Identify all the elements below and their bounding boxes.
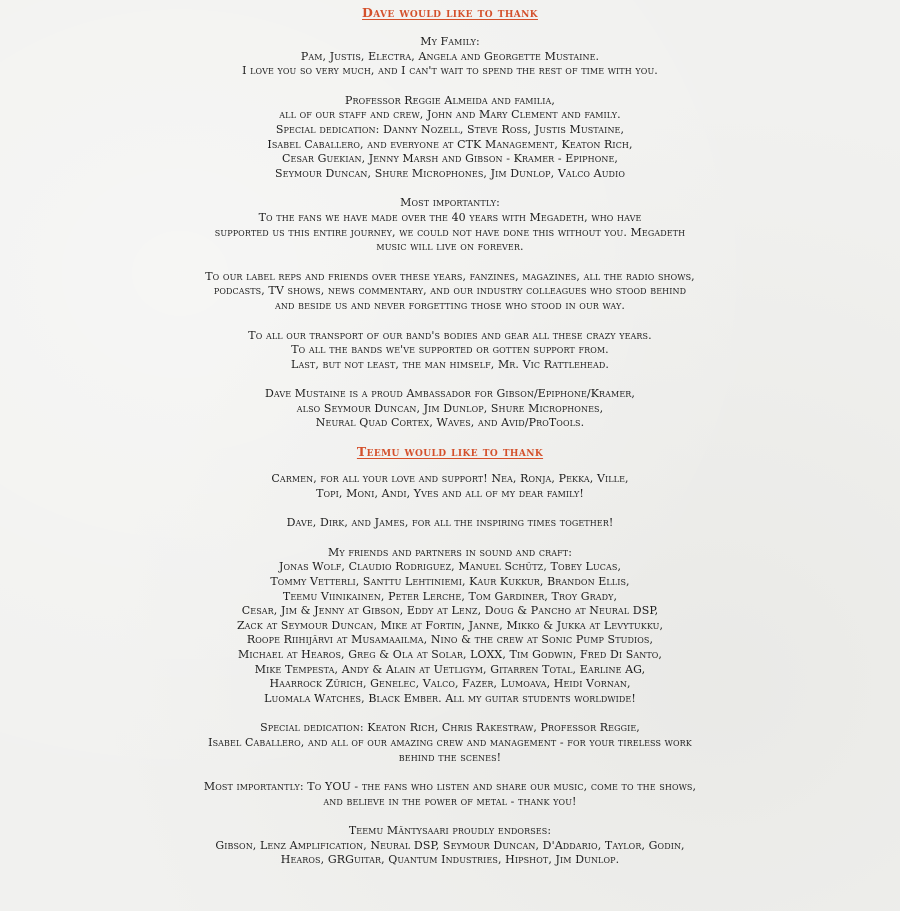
thanks-line: Teemu Viinikainen, Peter Lerche, Tom Gardiner, Troy Grady, [282,589,618,603]
thanks-line: Hearos, GRGuitar, Quantum Industries, Hipshot, Jim Dunlop. [280,853,620,867]
thanks-line: Cesar, Jim & Jenny at Gibson, Eddy at Lenz, Doug & Pancho at Neural DSP, [241,604,659,618]
thanks-paragraph [0,387,900,431]
thanks-paragraph [0,780,900,809]
thanks-line: Cesar Guekian, Jenny Marsh and Gibson - Kramer - Epiphone, [281,152,619,166]
thanks-line: supported us this entire journey, we could not have done this without you. Megadeth [214,225,686,239]
thanks-line: Seymour Duncan, Shure Microphones, Jim Dunlop, Valco Audio [275,166,625,180]
thanks-line: all of our staff and crew, John and Mary Clement and family. [279,108,621,122]
thanks-paragraph [0,824,900,868]
teemu-thanks-body [0,472,900,868]
dave-thanks-section [0,5,900,431]
thanks-line: Most importantly: [400,196,500,210]
thanks-line: Tommy Vetterli, Santtu Lehtiniemi, Kaur Kukkur, Brandon Ellis, [270,574,630,588]
thanks-line: To our label reps and friends over these years, fanzines, magazines, all the radio shows, [205,269,695,283]
thanks-paragraph [0,196,900,254]
teemu-thanks-section [0,444,900,868]
thanks-line: Last, but not least, the man himself, Mr. Vic Rattlehead. [291,357,609,371]
thanks-line: To the fans we have made over the 40 years with Megadeth, who have [258,210,642,224]
thanks-line: To all our transport of our band's bodies and gear all these crazy years. [248,328,652,342]
thanks-line: Carmen, for all your love and support! Nea, Ronja, Pekka, Ville, [271,472,629,485]
thanks-line: Gibson, Lenz Amplification, Neural DSP, Seymour Duncan, D'Addario, Taylor, Godin, [215,838,685,852]
thanks-line: Isabel Caballero, and all of our amazing crew and management - for your tireless work [208,735,692,749]
thanks-line: Dave Mustaine is a proud Ambassador for Gibson/Epiphone/Kramer, [265,387,635,401]
thanks-line: Mike Tempesta, Andy & Alain at Uetligym, Gitarren Total, Earline AG, [254,662,646,676]
thanks-line: My friends and partners in sound and craft: [327,545,573,559]
thanks-line: To all the bands we've supported or gotten support from. [291,343,609,357]
thanks-line: and beside us and never forgetting those who stood in our way. [275,298,625,312]
dave-thanks-heading: Dave would like to thank [362,5,538,20]
thanks-line: music will live on forever. [376,240,524,254]
thanks-line: Dave, Dirk, and James, for all the inspiring times together! [286,516,614,530]
dave-thanks-body [0,35,900,431]
thanks-line: Michael at Hearos, Greg & Ola at Solar, LOXX, Tim Godwin, Fred Di Santo, [237,647,663,661]
thanks-paragraph [0,94,900,182]
thanks-paragraph [0,329,900,373]
thanks-line: also Seymour Duncan, Jim Dunlop, Shure Microphones, [296,401,604,415]
thanks-line: Roope Riihijärvi at Musamaailma, Nino & the crew at Sonic Pump Studios, [246,633,654,647]
thanks-line: Haarrock Zürich, Genelec, Valco, Fazer, Lumoava, Heidi Vornan, [269,677,631,691]
thanks-line: Pam, Justis, Electra, Angela and Georgette Mustaine. [300,49,600,63]
thanks-line: Most importantly: To YOU - the fans who listen and share our music, come to the shows, [203,780,697,794]
thanks-paragraph [0,270,900,314]
thanks-line: I love you so very much, and I can't wait to spend the rest of time with you. [242,64,658,78]
thanks-paragraph [0,721,900,765]
thanks-line: Neural Quad Cortex, Waves, and Avid/ProTools. [315,416,585,430]
thanks-paragraph [0,546,900,707]
thanks-line: Teemu Mäntysaari proudly endorses: [348,824,552,838]
thanks-line: podcasts, TV shows, news commentary, and our industry colleagues who stood behind [213,284,687,298]
thanks-line: Luomala Watches, Black Ember. All my guitar students worldwide! [264,691,636,705]
thanks-line: Special dedication: Danny Nozell, Steve Ross, Justis Mustaine, [275,122,625,136]
thanks-line: and believe in the power of metal - thank you! [323,794,577,808]
thanks-paragraph [0,35,900,79]
thanks-line: behind the scenes! [398,750,502,764]
thanks-paragraph [0,516,900,531]
thanks-line: Topi, Moni, Andi, Yves and all of my dear family! [316,486,584,500]
thanks-line: Special dedication: Keaton Rich, Chris Rakestraw, Professor Reggie, [260,721,640,735]
teemu-thanks-heading: Teemu would like to thank [356,444,544,459]
thanks-line: My Family: [420,35,480,48]
thanks-line: Isabel Caballero, and everyone at CTK Management, Keaton Rich, [267,137,633,151]
thanks-paragraph [0,472,900,501]
thanks-line: Professor Reggie Almeida and familia, [345,93,555,107]
thanks-line: Jonas Wolf, Claudio Rodriguez, Manuel Schütz, Tobey Lucas, [278,560,622,574]
thanks-line: Zack at Seymour Duncan, Mike at Fortin, Janne, Mikko & Jukka at Levytukku, [236,618,664,632]
